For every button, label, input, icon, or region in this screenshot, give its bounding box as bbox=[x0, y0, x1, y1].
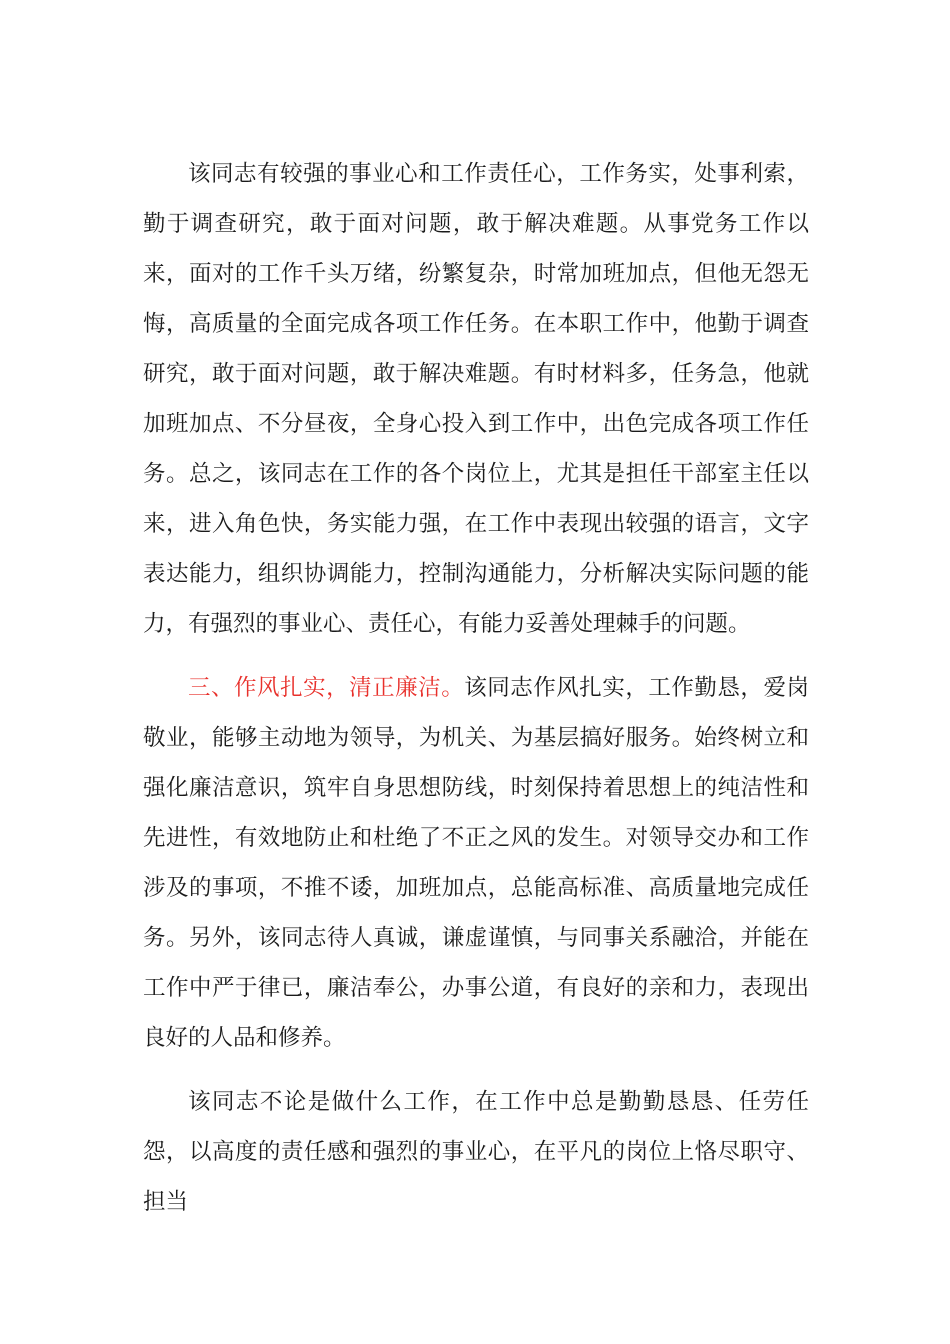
paragraph-work-attitude bbox=[143, 149, 809, 649]
paragraph-text: 该同志不论是做什么工作，在工作中总是勤勤恳恳、任劳任怨，以高度的责任感和强烈的事业心，在平凡的岗位上恪尽职守、担当 bbox=[143, 1089, 809, 1215]
paragraph-text: 该同志作风扎实，工作勤恳，爱岗敬业，能够主动地为领导，为机关、为基层搞好服务。始终树立和强化廉洁意识，筑牢自身思想防线，时刻保持着思想上的纯洁性和先进性，有效地防止和杜绝了不正之风的发生。对领导交办和工作涉及的事项，不推不诿，加班加点，总能高标准、高质量地完成任务。另外，该同志待人真诚，谦虚谨慎，与同事关系融洽，并能在工作中严于律已，廉洁奉公，办事公道，有良好的亲和力，表现出良好的人品和修养。 bbox=[143, 675, 809, 1051]
paragraph-text: 该同志有较强的事业心和工作责任心，工作务实，处事利索，勤于调查研究，敢于面对问题，敢于解决难题。从事党务工作以来，面对的工作千头万绪，纷繁复杂，时常加班加点，但他无怨无悔，高质量的全面完成各项工作任务。在本职工作中，他勤于调查研究，敢于面对问题，敢于解决难题。有时材料多，任务急，他就加班加点、不分昼夜，全身心投入到工作中，出色完成各项工作任务。总之，该同志在工作的各个岗位上，尤其是担任干部室主任以来，进入角色快，务实能力强，在工作中表现出较强的语言，文字表达能力，组织协调能力，控制沟通能力，分析解决实际问题的能力，有强烈的事业心、责任心，有能力妥善处理棘手的问题。 bbox=[143, 161, 809, 637]
paragraph-integrity bbox=[143, 663, 809, 1063]
document-body bbox=[143, 149, 809, 1227]
paragraph-dedication bbox=[143, 1077, 809, 1227]
section-heading: 三、作风扎实，清正廉洁。 bbox=[188, 675, 465, 701]
